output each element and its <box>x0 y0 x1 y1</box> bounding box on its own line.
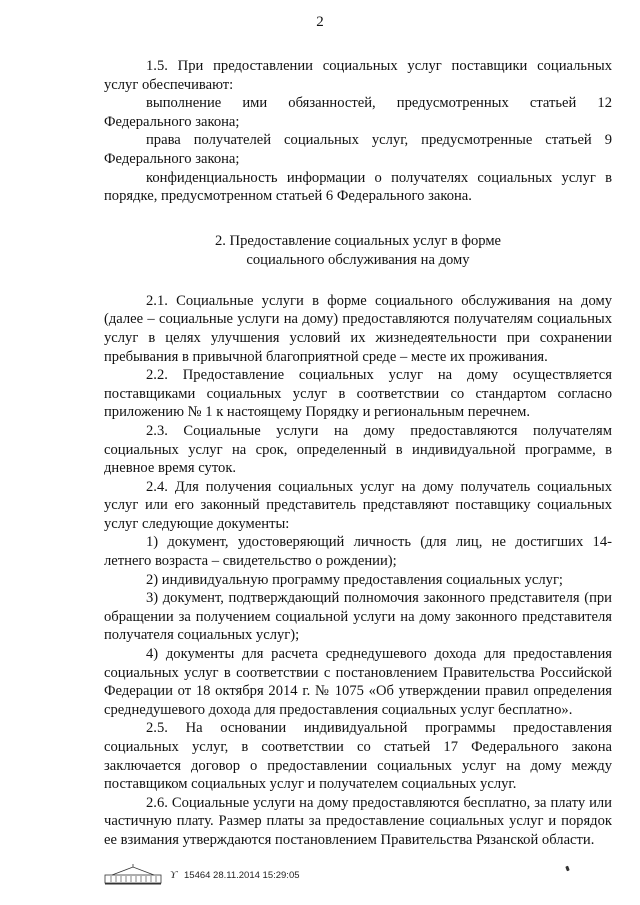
paragraph-2-3: 2.3. Социальные услуги на дому предоставляются получателям социальных услуг на срок, определенный в индивидуальной программе, в дневное время суток. <box>104 422 612 477</box>
paragraph-1-5-item-3: конфиденциальность информации о получателях социальных услуг в порядке, предусмотренном статьей 6 Федерального закона. <box>104 169 612 205</box>
registration-footer <box>104 863 404 885</box>
section-heading-line-2: социального обслуживания на дому <box>246 251 470 268</box>
paragraph-1-5: 1.5. При предоставлении социальных услуг поставщики социальных услуг обеспечивают: <box>104 58 612 93</box>
document-list-item-4: 4) документы для расчета среднедушевого дохода для предоставления социальных услуг в соответствии с постановлением Правительства Российской Федерации от 18 октября 2014 г. № 1075 «Об утверждении правил определения среднедушевого дохода для предоставления социальных услуг бесплатно». <box>104 646 612 718</box>
document-list-item-3: 3) документ, подтверждающий полномочия законного представителя (при обращении за получением социальной услуги на дому законного представителя получателя социальных услуг); <box>104 590 612 644</box>
paragraph-2-5: 2.5. На основании индивидуальной программы предоставления социальных услуг, в соответствии со статьей 17 Федерального закона заключается договор о предоставлении социальных услуг на дому между поставщиком социальных услуг и получателем социальных услуг. <box>104 720 612 793</box>
section-heading-line-1: 2. Предоставление социальных услуг в форме <box>214 232 502 249</box>
document-list-item-1: 1) документ, удостоверяющий личность (для лиц, не достигших 14-летнего возраста – свидетельство о рождении); <box>104 534 612 570</box>
paragraph-2-2: 2.2. Предоставление социальных услуг на дому осуществляется поставщиками социальных услуг в соответствии со стандартом согласно приложению № 1 к настоящему Порядку и региональным перечнем. <box>104 367 612 421</box>
section-heading <box>104 232 612 270</box>
paragraph-2-6: 2.6. Социальные услуги на дому предоставляются бесплатно, за плату или частичную плату. Размер платы за предоставление социальных услуг и порядок ее взимания утверждаются постановлением Правительства Рязанской области. <box>104 794 612 848</box>
building-stamp-icon <box>104 863 162 885</box>
document-body <box>104 57 612 850</box>
paragraph-2-4: 2.4. Для получения социальных услуг на дому получатель социальных услуг или его законный представитель представляют поставщику социальных услуг следующие документы: <box>104 478 612 532</box>
paragraph-1-5-item-2: права получателей социальных услуг, предусмотренные статьей 9 Федерального закона; <box>104 132 612 167</box>
registration-number: 15464 28.11.2014 15:29:05 <box>184 870 300 881</box>
paragraph-1-5-item-1: выполнение ими обязанностей, предусмотренных статьей 12 Федерального закона; <box>104 95 612 130</box>
document-list-item-2: 2) индивидуальную программу предоставления социальных услуг; <box>146 571 563 588</box>
paragraph-2-1: 2.1. Социальные услуги в форме социального обслуживания на дому (далее – социальные услуги на дому) предоставляются получателям социальных услуг в целях улучшения условий их жизнедеятельности при сохранении пребывания в привычной благоприятной среде – месте их проживания. <box>104 292 612 365</box>
page-number: 2 <box>316 14 324 30</box>
footer-mark: ϒ <box>170 869 177 881</box>
scan-speck <box>565 866 570 872</box>
